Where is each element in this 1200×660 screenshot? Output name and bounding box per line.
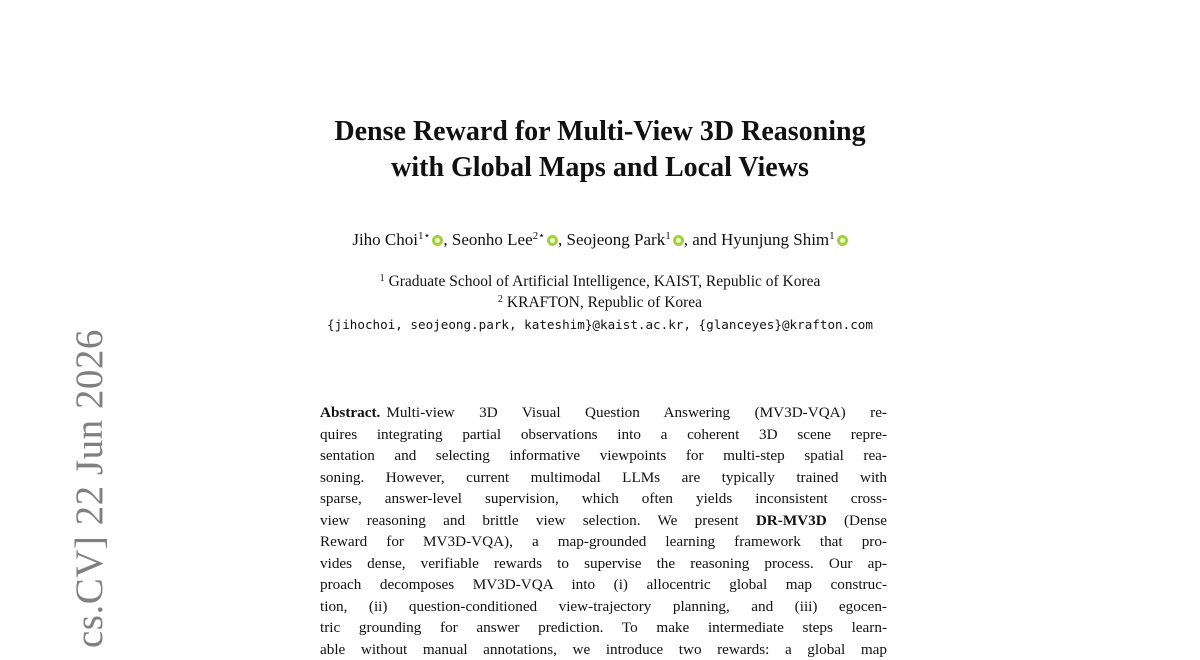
abstract-line: soning. However, current multimodal LLMs are typically trained with bbox=[320, 467, 887, 489]
abstract-text: (Dense bbox=[827, 512, 887, 529]
affiliation-1 bbox=[0, 272, 1200, 292]
abstract-heading: Abstract. bbox=[320, 404, 380, 421]
method-name: DR-MV3D bbox=[756, 512, 827, 529]
abstract-line: quires integrating partial observations into a coherent 3D scene repre- bbox=[320, 424, 887, 446]
author-emails: {jihochoi, seojeong.park, kateshim}@kaist.ac.kr, {glanceyes}@krafton.com bbox=[0, 316, 1200, 334]
orcid-icon[interactable] bbox=[673, 235, 684, 246]
abstract-line bbox=[320, 402, 887, 424]
author-name: Hyunjung Shim bbox=[721, 230, 829, 249]
abstract bbox=[320, 402, 887, 660]
abstract-text: view reasoning and brittle view selection. We present bbox=[320, 512, 756, 529]
paper-title bbox=[0, 114, 1200, 186]
orcid-icon[interactable] bbox=[547, 235, 558, 246]
title-line-2: with Global Maps and Local Views bbox=[0, 150, 1200, 186]
abstract-line: sparse, answer-level supervision, which often yields inconsistent cross- bbox=[320, 488, 887, 510]
affiliation-mark: 2 bbox=[498, 294, 503, 305]
orcid-icon[interactable] bbox=[432, 235, 443, 246]
author-affiliation-mark: 1 bbox=[665, 230, 671, 242]
author-separator: , bbox=[558, 230, 567, 249]
author-name: Seojeong Park bbox=[567, 230, 666, 249]
affiliation-text: Graduate School of Artificial Intelligence, KAIST, Republic of Korea bbox=[389, 273, 821, 290]
abstract-line: vides dense, verifiable rewards to supervise the reasoning process. Our ap- bbox=[320, 553, 887, 575]
author-name: Seonho Lee bbox=[452, 230, 533, 249]
abstract-line bbox=[320, 510, 887, 532]
author-separator: , and bbox=[684, 230, 721, 249]
affiliation-mark: 1 bbox=[380, 273, 385, 284]
abstract-text: Multi-view 3D Visual Question Answering (MV3D-VQA) re- bbox=[386, 404, 887, 421]
author-name: Jiho Choi bbox=[352, 230, 418, 249]
abstract-line: tric grounding for answer prediction. To make intermediate steps learn- bbox=[320, 617, 887, 639]
author-affiliation-mark: 2⋆ bbox=[533, 230, 545, 242]
abstract-line: able without manual annotations, we introduce two rewards: a global map bbox=[320, 639, 887, 660]
abstract-line: tion, (ii) question-conditioned view-trajectory planning, and (iii) egocen- bbox=[320, 596, 887, 618]
orcid-icon[interactable] bbox=[837, 235, 848, 246]
author-affiliation-mark: 1⋆ bbox=[418, 230, 430, 242]
abstract-line: Reward for MV3D-VQA), a map-grounded learning framework that pro- bbox=[320, 531, 887, 553]
author-list bbox=[0, 229, 1200, 251]
author-separator: , bbox=[443, 230, 452, 249]
abstract-line: sentation and selecting informative viewpoints for multi-step spatial rea- bbox=[320, 445, 887, 467]
affiliation-2 bbox=[0, 293, 1200, 313]
author-affiliation-mark: 1 bbox=[829, 230, 835, 242]
title-line-1: Dense Reward for Multi-View 3D Reasoning bbox=[0, 114, 1200, 150]
abstract-line: proach decomposes MV3D-VQA into (i) allocentric global map construc- bbox=[320, 574, 887, 596]
arxiv-identifier-stamp: cs.CV] 22 Jun 2026 bbox=[70, 329, 109, 648]
affiliation-text: KRAFTON, Republic of Korea bbox=[507, 294, 702, 311]
